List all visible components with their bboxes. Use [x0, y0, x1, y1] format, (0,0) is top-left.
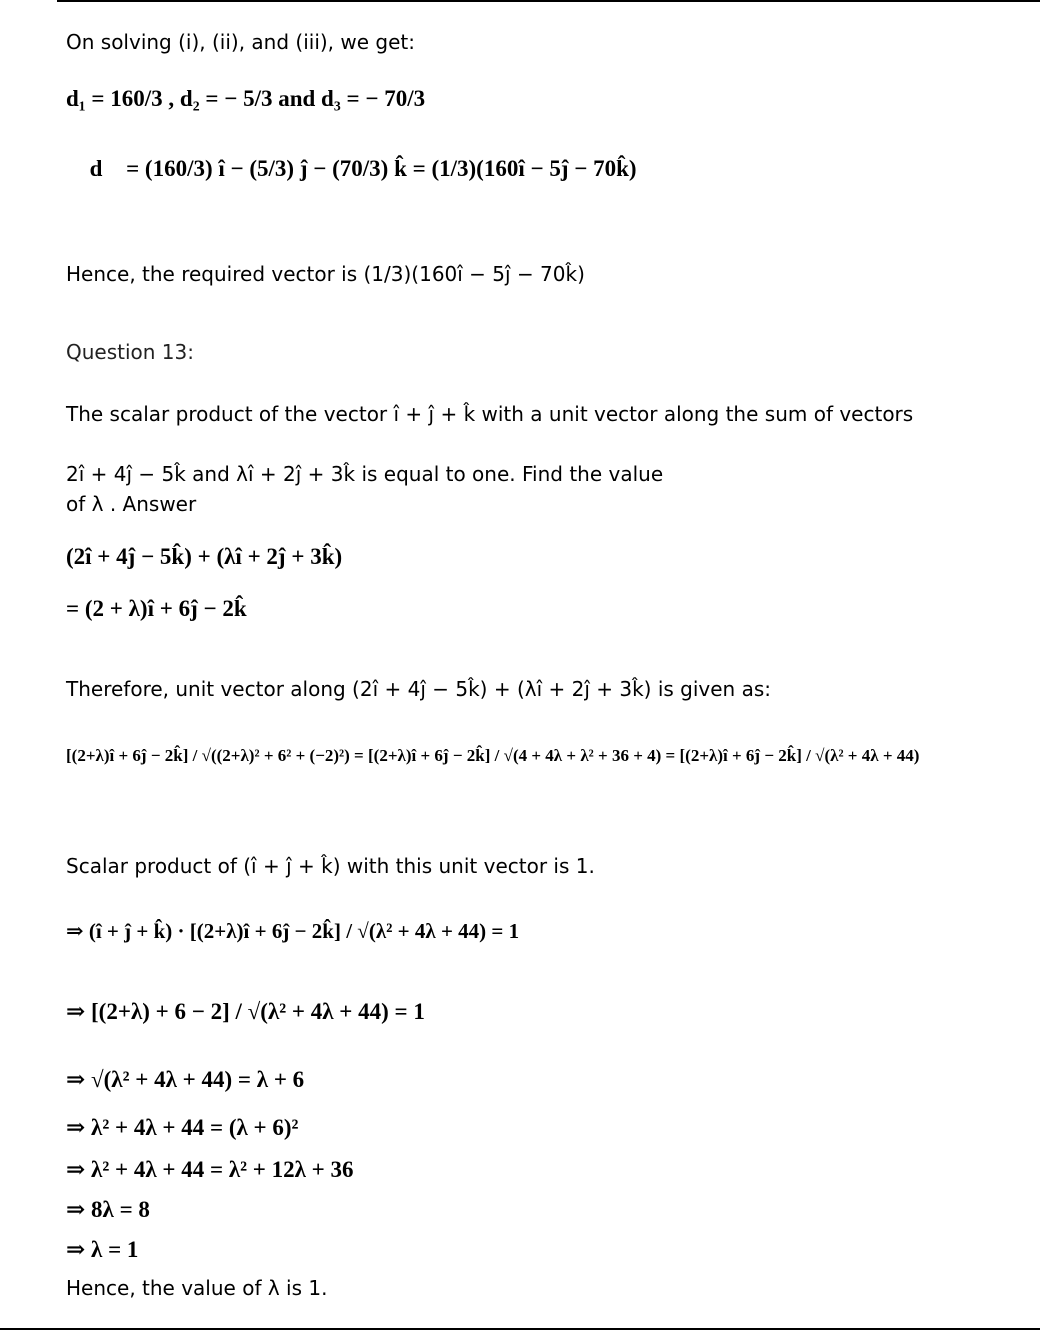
question-line-2: 2î + 4ĵ − 5k̂ and λî + 2ĵ + 3k̂ is equal to one. Find the value	[66, 462, 664, 486]
question-line-3: of λ . Answer	[66, 492, 197, 516]
step-7: ⇒ λ = 1	[66, 1237, 139, 1262]
sum-expression: (2î + 4ĵ − 5k̂) + (λî + 2ĵ + 3k̂)	[66, 544, 343, 569]
top-rule	[57, 0, 1040, 2]
question-line-1: The scalar product of the vector î + ĵ + k̂ with a unit vector along the sum of vectors	[66, 402, 914, 426]
bottom-rule	[0, 1328, 1040, 1330]
step-4: ⇒ λ² + 4λ + 44 = (λ + 6)²	[66, 1115, 299, 1140]
scalar-product-intro: Scalar product of (î + ĵ + k̂) with this unit vector is 1.	[66, 854, 595, 878]
step-3: ⇒ √(λ² + 4λ + 44) = λ + 6	[66, 1067, 305, 1092]
sum-result: = (2 + λ)î + 6ĵ − 2k̂	[66, 596, 247, 621]
unit-vector-intro: Therefore, unit vector along (2î + 4ĵ − 5k̂) + (λî + 2ĵ + 3k̂) is given as:	[66, 677, 771, 701]
unit-vector-expression: [(2+λ)î + 6ĵ − 2k̂] / √((2+λ)² + 6² + (−2)²) = [(2+λ)î + 6ĵ − 2k̂] / √(4 + 4λ + λ² + 36 + 4) = [(2+λ)î + 6ĵ − 2k̂] / √(λ² + 4λ + 44)	[66, 746, 920, 765]
equation-d-vector: ∴ d⃗ = (160/3) î − (5/3) ĵ − (70/3) k̂ = (1/3)(160î − 5ĵ − 70k̂)	[66, 156, 637, 181]
step-2: ⇒ [(2+λ) + 6 − 2] / √(λ² + 4λ + 44) = 1	[66, 999, 425, 1024]
step-1: ⇒ (î + ĵ + k̂) · [(2+λ)î + 6ĵ − 2k̂] / √(λ² + 4λ + 44) = 1	[66, 919, 520, 943]
step-5: ⇒ λ² + 4λ + 44 = λ² + 12λ + 36	[66, 1157, 354, 1182]
step-6: ⇒ 8λ = 8	[66, 1197, 150, 1222]
intro-solving: On solving (i), (ii), and (iii), we get:	[66, 30, 415, 54]
hence-required-vector: Hence, the required vector is (1/3)(160î − 5ĵ − 70k̂)	[66, 262, 585, 286]
equation-d-values: d₁ = 160/3 , d₂ = − 5/3 and d₃ = − 70/3	[66, 86, 426, 111]
conclusion: Hence, the value of λ is 1.	[66, 1276, 328, 1300]
question-label: Question 13:	[66, 340, 194, 364]
